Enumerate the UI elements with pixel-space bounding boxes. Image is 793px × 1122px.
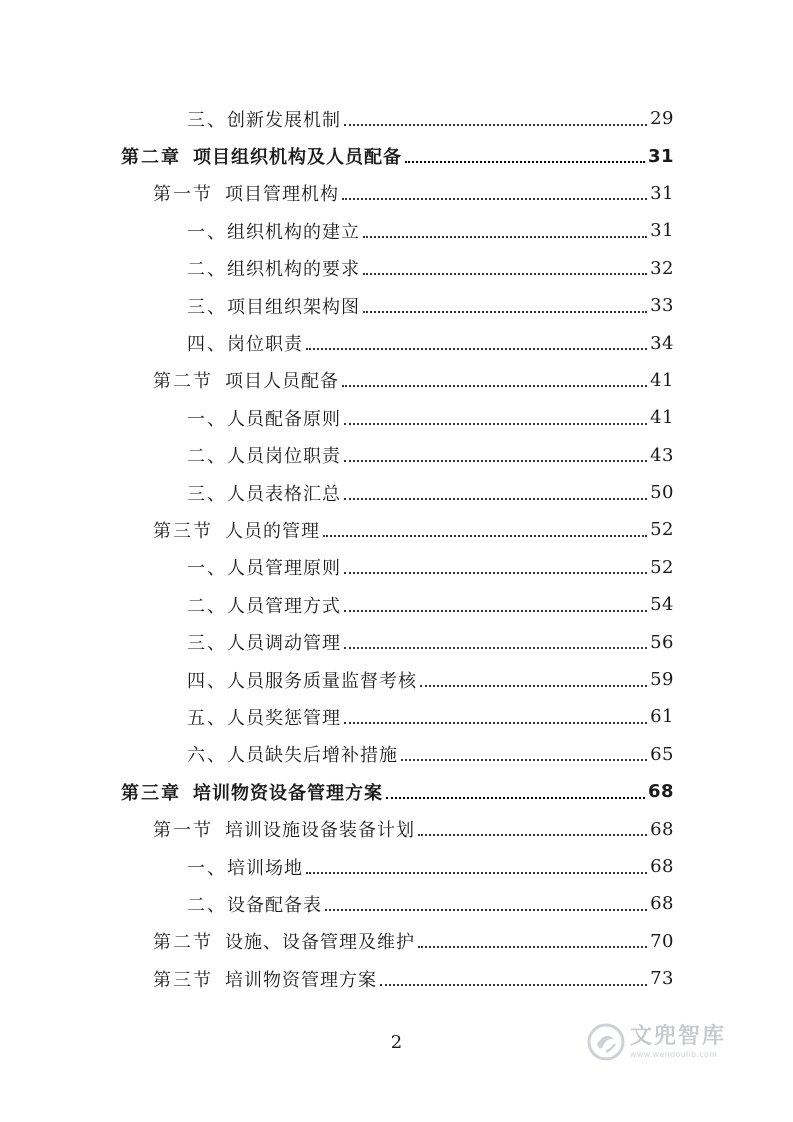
toc-entry-title: 人员服务质量监督考核 <box>227 670 417 692</box>
toc-entry[interactable] <box>0 137 793 174</box>
toc-entry-title: 培训场地 <box>227 857 303 879</box>
toc-entry-prefix: 二、 <box>187 595 227 617</box>
toc-entry[interactable] <box>0 250 793 287</box>
toc-entry-title: 人员管理方式 <box>227 595 341 617</box>
toc-entry-prefix: 六、 <box>187 745 227 767</box>
toc-entry-title: 人员表格汇总 <box>227 483 341 505</box>
toc-entry-prefix: 三、 <box>187 296 227 318</box>
toc-entry-prefix: 三、 <box>187 633 227 655</box>
toc-entry-prefix: 第一节 <box>153 184 213 206</box>
toc-entry-page: 70 <box>650 930 674 952</box>
toc-entry-title: 设施、设备管理及维护 <box>225 932 415 954</box>
toc-entry-page: 29 <box>650 108 674 130</box>
toc-leader-dots <box>401 759 647 761</box>
toc-entry-prefix: 第二节 <box>153 371 213 393</box>
toc-leader-dots <box>344 647 647 649</box>
toc-entry-prefix: 一、 <box>187 408 227 430</box>
toc-leader-dots <box>344 722 647 724</box>
toc-leader-dots <box>344 124 647 126</box>
toc-entry-prefix: 二、 <box>187 446 227 468</box>
toc-entry-page: 59 <box>650 669 674 691</box>
toc-leader-dots <box>405 161 645 163</box>
watermark <box>586 1022 726 1062</box>
toc-entry-prefix: 四、 <box>187 334 227 356</box>
toc-leader-dots <box>418 834 647 836</box>
toc-entry-prefix: 第一节 <box>153 820 213 842</box>
toc-entry-title: 人员岗位职责 <box>227 446 341 468</box>
toc-entry[interactable] <box>0 661 793 698</box>
toc-entry-page: 41 <box>650 369 674 391</box>
toc-entry-title: 组织机构的要求 <box>227 259 360 281</box>
toc-entry-prefix: 第三节 <box>153 969 213 991</box>
toc-leader-dots <box>344 423 647 425</box>
toc-entry-page: 31 <box>650 182 674 204</box>
toc-entry-prefix: 二、 <box>187 894 227 916</box>
toc-entry-page: 61 <box>650 706 674 728</box>
toc-entry-page: 68 <box>650 818 674 840</box>
toc-entry[interactable] <box>0 399 793 436</box>
toc-entry-title: 培训物资管理方案 <box>225 969 377 991</box>
toc-leader-dots <box>306 348 647 350</box>
toc-entry-page: 54 <box>650 594 674 616</box>
toc-entry-title: 人员的管理 <box>225 520 320 542</box>
toc-entry[interactable] <box>0 736 793 773</box>
toc-entry-prefix: 一、 <box>187 857 227 879</box>
toc-entry-title: 项目管理机构 <box>225 184 339 206</box>
toc-entry[interactable] <box>0 960 793 997</box>
toc-entry-page: 34 <box>650 332 674 354</box>
toc-entry[interactable] <box>0 100 793 137</box>
toc-entry-title: 人员奖惩管理 <box>227 707 341 729</box>
toc-leader-dots <box>418 946 647 948</box>
toc-entry[interactable] <box>0 586 793 623</box>
toc-entry-page: 52 <box>650 556 674 578</box>
toc-entry[interactable] <box>0 549 793 586</box>
table-of-contents <box>0 100 793 997</box>
toc-entry-title: 项目人员配备 <box>225 371 339 393</box>
watermark-url: www.wendoulib.com <box>630 1049 718 1059</box>
toc-leader-dots <box>344 460 647 462</box>
toc-entry[interactable] <box>0 437 793 474</box>
toc-entry-title: 项目组织架构图 <box>227 296 360 318</box>
toc-leader-dots <box>323 535 647 537</box>
toc-entry-title: 培训物资设备管理方案 <box>193 782 383 804</box>
toc-entry-page: 31 <box>650 220 674 242</box>
toc-entry-title: 组织机构的建立 <box>227 221 360 243</box>
toc-entry-page: 68 <box>650 893 674 915</box>
toc-leader-dots <box>342 385 647 387</box>
toc-entry[interactable] <box>0 885 793 922</box>
toc-entry-prefix: 二、 <box>187 259 227 281</box>
toc-entry-title: 设备配备表 <box>227 894 322 916</box>
toc-entry-prefix: 四、 <box>187 670 227 692</box>
toc-leader-dots <box>420 685 647 687</box>
toc-entry[interactable] <box>0 362 793 399</box>
toc-entry-prefix: 一、 <box>187 221 227 243</box>
toc-leader-dots <box>344 498 647 500</box>
toc-entry[interactable] <box>0 287 793 324</box>
toc-entry[interactable] <box>0 511 793 548</box>
toc-entry[interactable] <box>0 773 793 810</box>
toc-leader-dots <box>325 909 647 911</box>
toc-leader-dots <box>363 273 647 275</box>
toc-leader-dots <box>363 236 647 238</box>
toc-entry-title: 人员缺失后增补措施 <box>227 745 398 767</box>
toc-entry-prefix: 五、 <box>187 707 227 729</box>
toc-leader-dots <box>344 572 647 574</box>
toc-entry-page: 52 <box>650 519 674 541</box>
toc-entry[interactable] <box>0 175 793 212</box>
toc-entry-page: 65 <box>650 743 674 765</box>
toc-entry-prefix: 三、 <box>187 483 227 505</box>
toc-entry[interactable] <box>0 623 793 660</box>
toc-entry-title: 创新发展机制 <box>227 109 341 131</box>
toc-entry[interactable] <box>0 474 793 511</box>
toc-entry-page: 31 <box>647 145 674 167</box>
toc-entry-prefix: 第二章 <box>121 147 181 169</box>
toc-entry-title: 人员管理原则 <box>227 558 341 580</box>
toc-entry-prefix: 第三章 <box>121 782 181 804</box>
toc-entry[interactable] <box>0 324 793 361</box>
toc-entry-page: 50 <box>650 482 674 504</box>
toc-entry-page: 56 <box>650 631 674 653</box>
toc-leader-dots <box>363 311 647 313</box>
toc-entry-title: 人员调动管理 <box>227 633 341 655</box>
toc-leader-dots <box>306 872 647 874</box>
watermark-name: 文兜智库 <box>630 1023 727 1049</box>
toc-entry-page: 43 <box>650 444 674 466</box>
toc-leader-dots <box>344 610 647 612</box>
page-number: 2 <box>390 1032 403 1053</box>
toc-entry[interactable] <box>0 212 793 249</box>
toc-entry[interactable] <box>0 810 793 847</box>
toc-entry-prefix: 三、 <box>187 109 227 131</box>
toc-entry-page: 33 <box>650 295 674 317</box>
toc-entry-page: 68 <box>647 781 674 803</box>
toc-leader-dots <box>386 797 645 799</box>
toc-entry[interactable] <box>0 923 793 960</box>
toc-entry-title: 岗位职责 <box>227 334 303 356</box>
toc-entry-page: 68 <box>650 856 674 877</box>
toc-entry-prefix: 一、 <box>187 558 227 580</box>
toc-entry-page: 73 <box>650 968 674 990</box>
toc-leader-dots <box>380 984 647 986</box>
toc-entry-title: 项目组织机构及人员配备 <box>193 147 402 169</box>
toc-entry-title: 培训设施设备装备计划 <box>225 820 415 842</box>
toc-entry-prefix: 第二节 <box>153 932 213 954</box>
toc-entry[interactable] <box>0 848 793 885</box>
toc-entry-title: 人员配备原则 <box>227 408 341 430</box>
toc-entry[interactable] <box>0 698 793 735</box>
toc-entry-page: 32 <box>650 257 674 279</box>
toc-entry-page: 41 <box>650 407 674 429</box>
toc-leader-dots <box>342 198 647 200</box>
watermark-logo-icon <box>586 1022 626 1062</box>
toc-entry-prefix: 第三节 <box>153 520 213 542</box>
